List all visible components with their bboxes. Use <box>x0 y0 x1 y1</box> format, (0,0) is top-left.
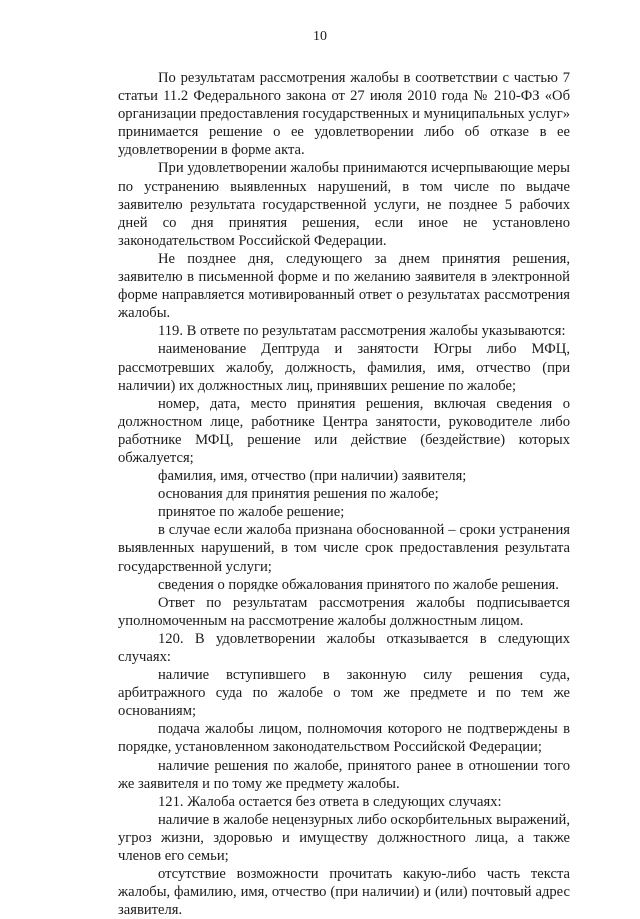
paragraph-119-item-appeal-procedure: сведения о порядке обжалования принятого по жалобе решения. <box>158 576 559 593</box>
paragraph-121-heading: 121. Жалоба остается без ответа в следующих случаях: <box>158 793 502 810</box>
paragraph-120-item-unconfirmed-authority: подача жалобы лицом, полномочия которого не подтверждены в порядке, установленном законодательством Российской Федерации; <box>118 721 570 756</box>
paragraph-response-deadline: Не позднее дня, следующего за днем принятия решения, заявителю в письменной форме и по желанию заявителя в электронной форме направляется мотивированный ответ о результатах рассмотрения жалобы. <box>118 250 570 322</box>
paragraph-119-heading: 119. В ответе по результатам рассмотрения жалобы указываются: <box>158 323 566 340</box>
paragraph-satisfaction-measures: При удовлетворении жалобы принимаются исчерпывающие меры по устранению выявленных нарушений, в том числе по выдаче заявителю результата государственной услуги, не позднее 5 рабочих дней со дня принятия решения, если иное не установлено законодательством Российской Федерации. <box>118 160 570 249</box>
paragraph-120-item-court-decision: наличие вступившего в законную силу решения суда, арбитражного суда по жалобе о том же предмете и по тем же основаниям; <box>118 667 570 720</box>
paragraph-121-item-unreadable-text: отсутствие возможности прочитать какую-либо часть текста жалобы, фамилию, имя, отчество (при наличии) и (или) почтовый адрес заявителя. <box>118 866 570 919</box>
paragraph-119-item-decision-details: номер, дата, место принятия решения, включая сведения о должностном лице, работнике Центра занятости, руководителе либо работнике МФЦ, решение или действие (бездействие) которых обжалуется; <box>118 395 570 466</box>
paragraph-121-item-offensive-language: наличие в жалобе нецензурных либо оскорбительных выражений, угроз жизни, здоровью и имуществу должностного лица, а также членов его семьи; <box>118 811 570 865</box>
paragraph-119-item-remedy-terms: в случае если жалоба признана обоснованной – сроки устранения выявленных нарушений, в том числе срок предоставления результата государственной услуги; <box>118 522 570 575</box>
document-body <box>118 69 570 919</box>
paragraph-119-item-decision: принятое по жалобе решение; <box>158 504 345 521</box>
page-number: 10 <box>313 29 327 44</box>
paragraph-119-item-authority: наименование Дептруда и занятости Югры либо МФЦ, рассмотревших жалобу, должность, фамилия, имя, отчество (при наличии) их должностных лиц, принявших решение по жалобе; <box>118 341 570 394</box>
paragraph-decision: По результатам рассмотрения жалобы в соответствии с частью 7 статьи 11.2 Федерального закона от 27 июля 2010 года № 210-ФЗ «Об организации предоставления государственных и муниципальных услуг» принимается решение о ее удовлетворении либо об отказе в ее удовлетворении в форме акта. <box>118 70 570 159</box>
paragraph-119-item-grounds: основания для принятия решения по жалобе; <box>158 486 439 503</box>
paragraph-response-signature: Ответ по результатам рассмотрения жалобы подписывается уполномоченным на рассмотрение жалобы должностным лицом. <box>118 594 570 629</box>
paragraph-120-item-prior-decision: наличие решения по жалобе, принятого ранее в отношении того же заявителя и по тому же предмету жалобы. <box>118 757 570 792</box>
paragraph-120-heading: 120. В удовлетворении жалобы отказывается в следующих случаях: <box>118 630 570 665</box>
paragraph-119-item-applicant-name: фамилия, имя, отчество (при наличии) заявителя; <box>158 468 467 485</box>
